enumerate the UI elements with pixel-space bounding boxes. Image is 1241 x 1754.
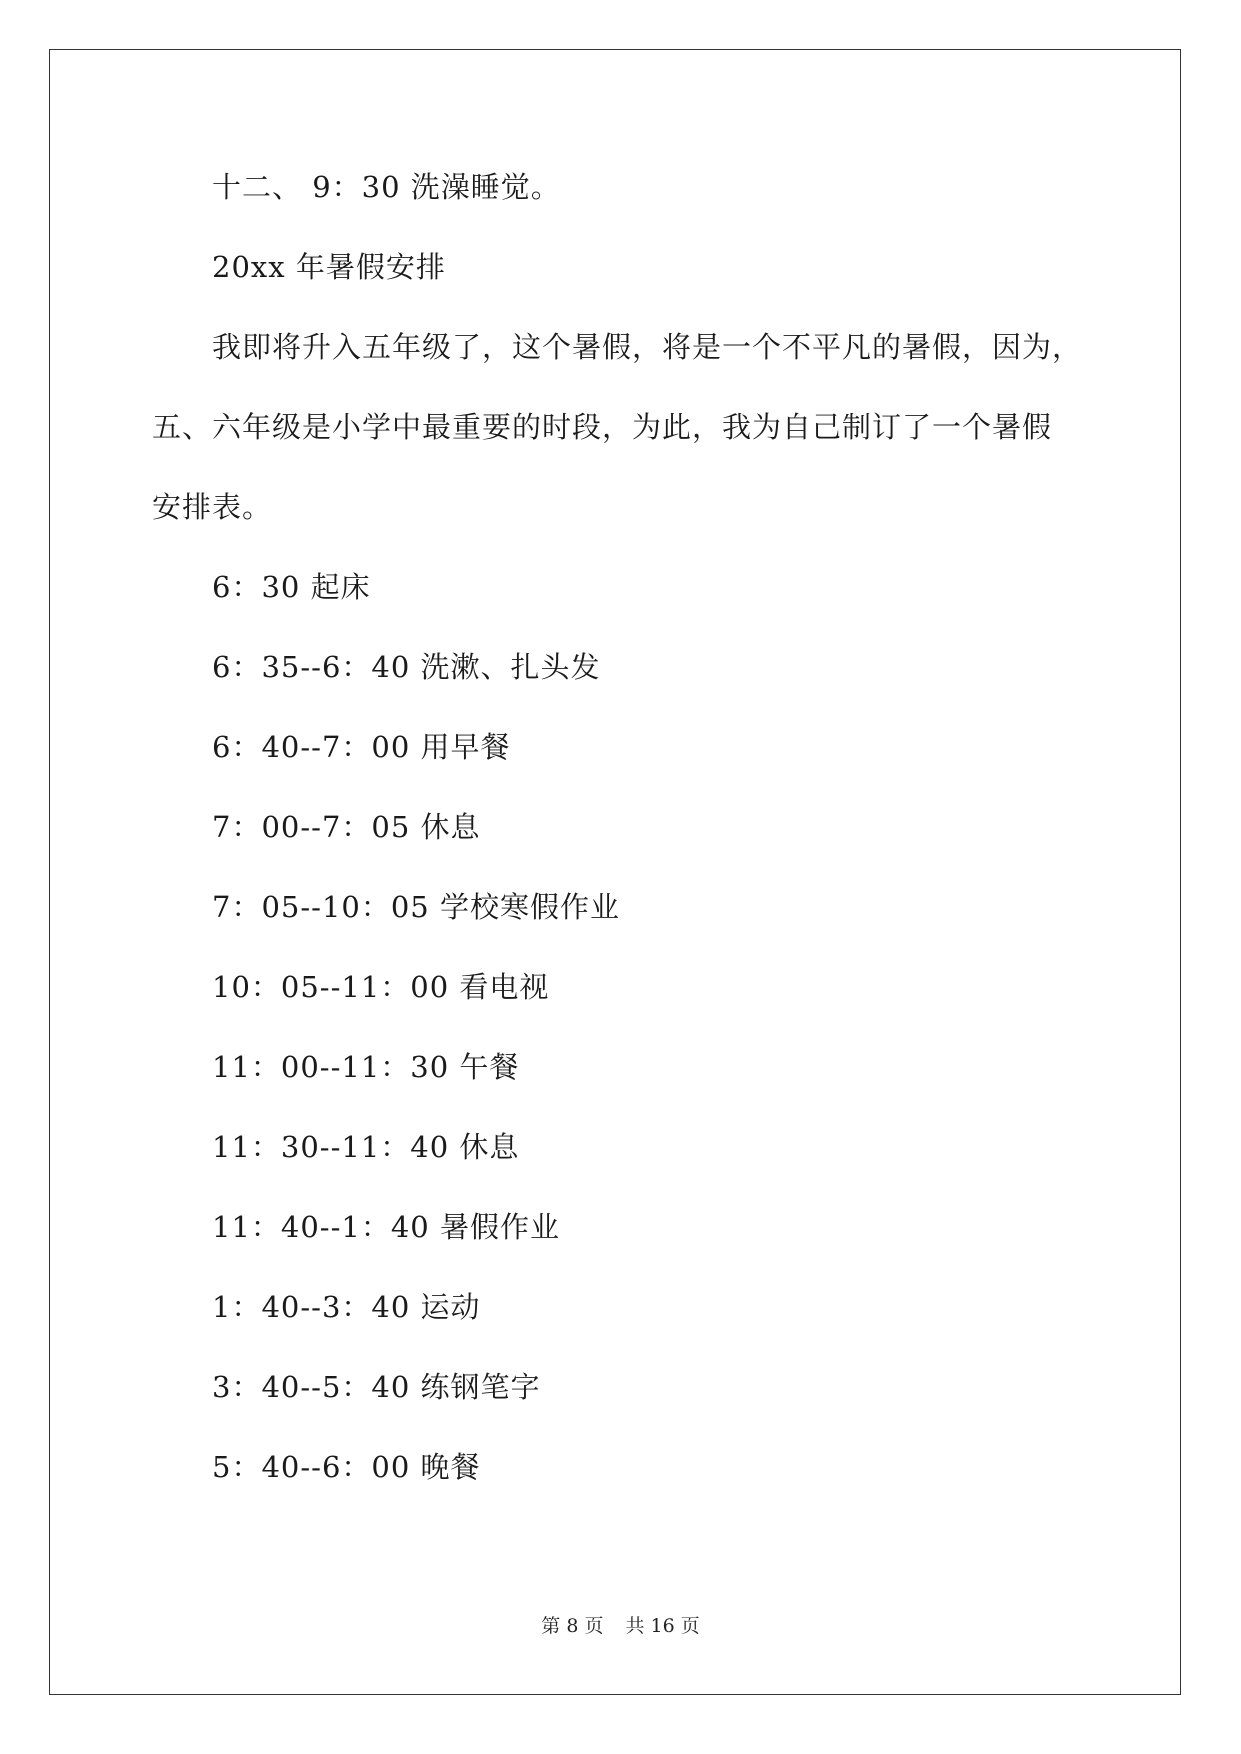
section-heading: 20xx 年暑假安排 bbox=[212, 250, 446, 284]
schedule-item: 6：35--6：40 洗漱、扎头发 bbox=[212, 650, 601, 684]
schedule-item: 5：40--6：00 晚餐 bbox=[212, 1450, 481, 1484]
schedule-item: 6：30 起床 bbox=[212, 570, 371, 604]
text-line: 十二、 9：30 洗澡睡觉。 bbox=[212, 170, 561, 204]
paragraph-line: 五、六年级是小学中最重要的时段，为此，我为自己制订了一个暑假 bbox=[152, 410, 1053, 444]
schedule-item: 7：05--10：05 学校寒假作业 bbox=[212, 890, 620, 924]
document-body bbox=[152, 168, 1102, 1487]
schedule-item: 10：05--11：00 看电视 bbox=[212, 970, 550, 1004]
schedule-item: 6：40--7：00 用早餐 bbox=[212, 730, 511, 764]
schedule-item: 11：00--11：30 午餐 bbox=[212, 1050, 520, 1084]
schedule-item: 11：30--11：40 休息 bbox=[212, 1130, 520, 1164]
paragraph-line: 安排表。 bbox=[152, 490, 273, 524]
page-footer bbox=[0, 1614, 1241, 1638]
page-total: 共 16 页 bbox=[625, 1615, 700, 1637]
schedule-item: 11：40--1：40 暑假作业 bbox=[212, 1210, 560, 1244]
page-number: 第 8 页 bbox=[541, 1615, 604, 1637]
schedule-item: 3：40--5：40 练钢笔字 bbox=[212, 1370, 541, 1404]
schedule-item: 7：00--7：05 休息 bbox=[212, 810, 481, 844]
paragraph-line: 我即将升入五年级了，这个暑假，将是一个不平凡的暑假，因为， bbox=[212, 330, 1083, 364]
schedule-item: 1：40--3：40 运动 bbox=[212, 1290, 481, 1324]
